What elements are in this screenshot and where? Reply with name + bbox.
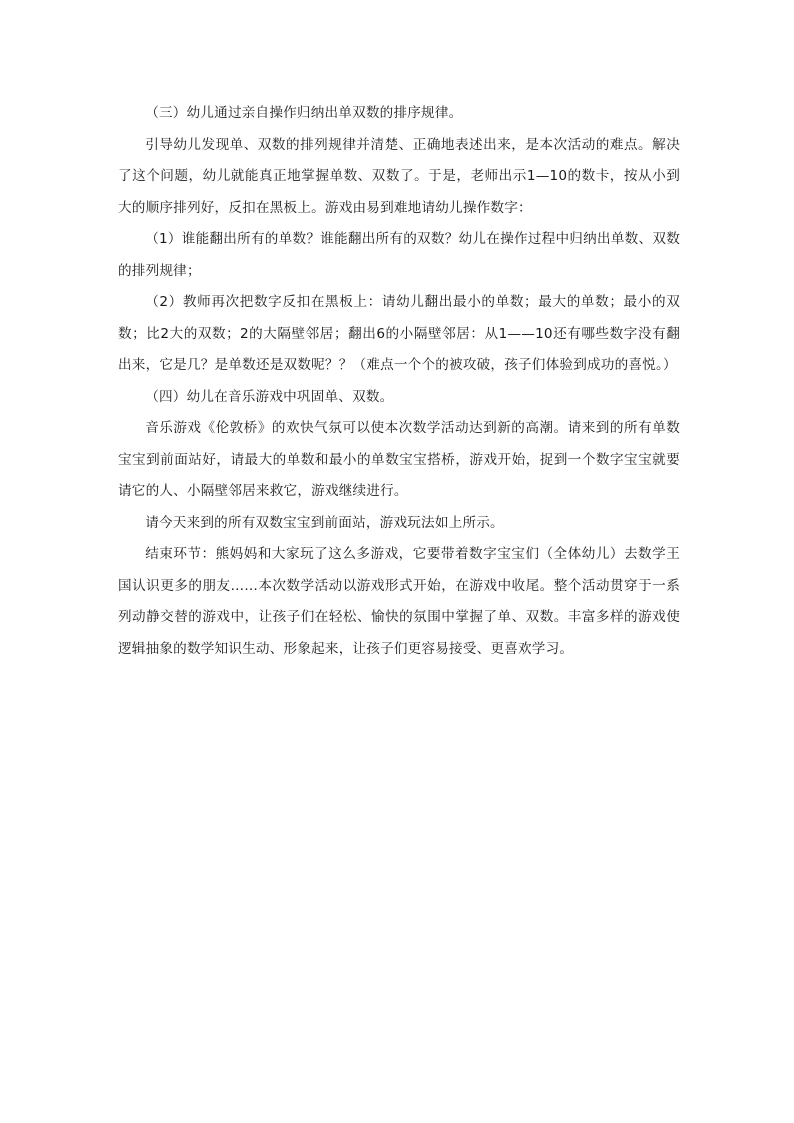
paragraph-difficulty: 引导幼儿发现单、双数的排列规律并清楚、正确地表述出来，是本次活动的难点。解决了这个问题，幼儿就能真正地掌握单数、双数了。于是，老师出示1—10的数卡，按从小到大的顺序排列好，反扣在黑板上。游戏由易到难地请幼儿操作数字： — [118, 136, 680, 216]
paragraph-music-game: 音乐游戏《伦敦桥》的欢快气氛可以使本次数学活动达到新的高潮。请来到的所有单数宝宝到前面站好，请最大的单数和最小的单数宝宝搭桥，游戏开始，捉到一个数字宝宝就要请它的人、小隔壁邻居来救它，游戏继续进行。 — [118, 420, 680, 499]
section-heading-four: （四）幼儿在音乐游戏中巩固单、双数。 — [145, 388, 394, 405]
paragraph-even-numbers: 请今天来到的所有双数宝宝到前面站，游戏玩法如上所示。 — [145, 514, 504, 531]
paragraph-step-2: （2）教师再次把数字反扣在黑板上：请幼儿翻出最小的单数；最大的单数；最小的双数；比2大的双数；2的大隔壁邻居；翻出6的小隔壁邻居：从1——10还有哪些数字没有翻出来，它是几？是单数还是双数呢？？（难点一个个的被攻破，孩子们体验到成功的喜悦。） — [118, 294, 680, 373]
paragraph-conclusion: 结束环节：熊妈妈和大家玩了这么多游戏，它要带着数字宝宝们（全体幼儿）去数学王国认识更多的朋友……本次数学活动以游戏形式开始，在游戏中收尾。整个活动贯穿于一系列动静交替的游戏中，让孩子们在轻松、愉快的氛围中掌握了单、双数。丰富多样的游戏使逻辑抽象的数学知识生动、形象起来，让孩子们更容易接受、更喜欢学习。 — [118, 546, 680, 657]
document-body — [118, 98, 680, 665]
paragraph-step-1: （1）谁能翻出所有的单数？谁能翻出所有的双数？幼儿在操作过程中归纳出单数、双数的排列规律； — [118, 231, 680, 279]
section-heading-three: （三）幼儿通过亲自操作归纳出单双数的排序规律。 — [145, 105, 463, 121]
